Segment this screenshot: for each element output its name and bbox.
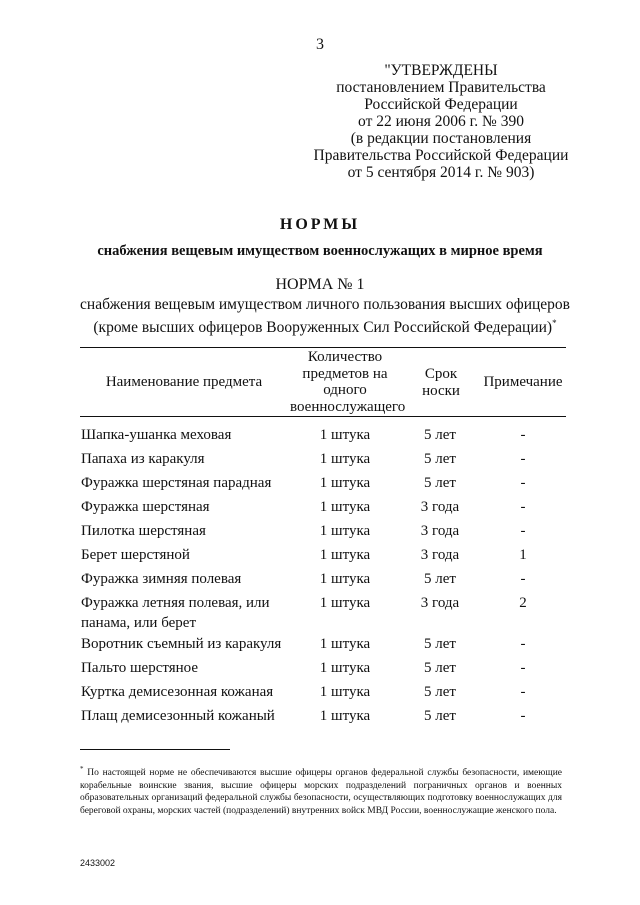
table-row (0, 497, 640, 521)
page-number: 3 (316, 36, 324, 53)
item-term: 3 года (420, 523, 460, 539)
item-qty: 1 штука (319, 547, 371, 563)
item-term: 3 года (420, 595, 460, 611)
table-row (0, 658, 640, 682)
approval-line: Правительства Российской Федерации (313, 147, 569, 164)
approval-line: от 5 сентября 2014 г. № 903) (347, 164, 535, 181)
item-qty: 1 штука (319, 660, 371, 676)
footnote-text: По настоящей норме не обеспечиваются высшие офицеры органов федеральной службы безопасности, имеющие корабельные воинские звания, высшие офицеры морских подразделений пограничных органов и военных образовательных организаций федеральной службы безопасности, осуществляющих подготовку военнослужащих для береговой охраны, морских частей (подразделений) внутренних войск МВД России, военнослужащие женского пола. (80, 768, 562, 816)
item-note: - (520, 571, 526, 587)
item-term: 5 лет (424, 636, 456, 652)
item-note: - (520, 660, 526, 676)
approval-line: постановлением Правительства (336, 79, 546, 96)
item-term: 5 лет (424, 660, 456, 676)
item-qty: 1 штука (319, 451, 371, 467)
footnote-mark: * (80, 765, 84, 773)
item-qty: 1 штука (319, 475, 371, 491)
item-term: 5 лет (424, 571, 456, 587)
item-note: - (520, 523, 526, 539)
item-name: Берет шерстяной (81, 547, 190, 563)
item-note: 1 (519, 547, 527, 563)
item-name: Папаха из каракуля (81, 451, 205, 467)
item-name: Фуражка шерстяная парадная (81, 475, 272, 491)
item-name: Шапка-ушанка меховая (81, 427, 232, 443)
item-note: 2 (519, 595, 527, 611)
item-term: 5 лет (424, 684, 456, 700)
item-note: - (520, 708, 526, 724)
approval-line: "УТВЕРЖДЕНЫ (384, 62, 498, 79)
item-term: 5 лет (424, 427, 456, 443)
table-top-line (80, 347, 566, 348)
item-name: Пилотка шерстяная (81, 523, 206, 539)
item-name: Фуражка шерстяная (81, 499, 210, 515)
footnote-mark: * (552, 318, 557, 328)
norm-description-line2: (кроме высших офицеров Вооруженных Сил Российской Федерации)* (93, 318, 557, 337)
item-term: 5 лет (424, 708, 456, 724)
item-note: - (520, 427, 526, 443)
item-term: 5 лет (424, 475, 456, 491)
item-qty: 1 штука (319, 499, 371, 515)
table-header-line (80, 416, 566, 417)
approval-line: (в редакции постановления (350, 130, 532, 147)
table-row (0, 569, 640, 593)
item-name: Фуражка летняя полевая, или панама, или берет (81, 595, 270, 631)
item-name: Куртка демисезонная кожаная (81, 684, 274, 700)
table-row (0, 593, 640, 637)
item-note: - (520, 475, 526, 491)
approval-line: Российской Федерации (364, 96, 518, 113)
item-qty: 1 штука (319, 571, 371, 587)
table-row (0, 706, 640, 730)
footnote-separator (80, 749, 230, 750)
item-term: 3 года (420, 499, 460, 515)
norm-description-line1: снабжения вещевым имуществом личного пользования высших офицеров (80, 296, 570, 313)
norm-description (60, 295, 590, 337)
item-term: 5 лет (424, 451, 456, 467)
item-term: 3 года (420, 547, 460, 563)
table-row (0, 449, 640, 473)
footnote (80, 763, 562, 817)
item-name: Воротник съемный из каракуля (81, 636, 282, 652)
table-row (0, 545, 640, 569)
item-name: Плащ демисезонный кожаный (81, 708, 275, 724)
item-qty: 1 штука (319, 708, 371, 724)
item-name: Фуражка зимняя полевая (81, 571, 242, 587)
norm-number: НОРМА № 1 (275, 276, 365, 293)
table-row (0, 682, 640, 706)
document-code: 2433002 (80, 858, 116, 868)
item-qty: 1 штука (319, 595, 371, 611)
table-row (0, 473, 640, 497)
header-qty: Количество предметов на одного военнослужащего (290, 349, 406, 415)
table-row (0, 521, 640, 545)
item-note: - (520, 499, 526, 515)
item-qty: 1 штука (319, 636, 371, 652)
item-name: Пальто шерстяное (81, 660, 198, 676)
item-qty: 1 штука (319, 523, 371, 539)
table-row (0, 425, 640, 449)
item-note: - (520, 451, 526, 467)
norms-subtitle: снабжения вещевым имуществом военнослужащих в мирное время (97, 243, 543, 259)
item-qty: 1 штука (319, 427, 371, 443)
header-name: Наименование предмета (105, 374, 263, 390)
approval-line: от 22 июня 2006 г. № 390 (358, 113, 524, 130)
item-note: - (520, 684, 526, 700)
norms-title: НОРМЫ (279, 216, 361, 233)
approval-block (300, 62, 582, 181)
header-term: Срок носки (422, 366, 460, 399)
table-row (0, 634, 640, 658)
item-note: - (520, 636, 526, 652)
header-note: Примечание (483, 374, 563, 390)
item-qty: 1 штука (319, 684, 371, 700)
